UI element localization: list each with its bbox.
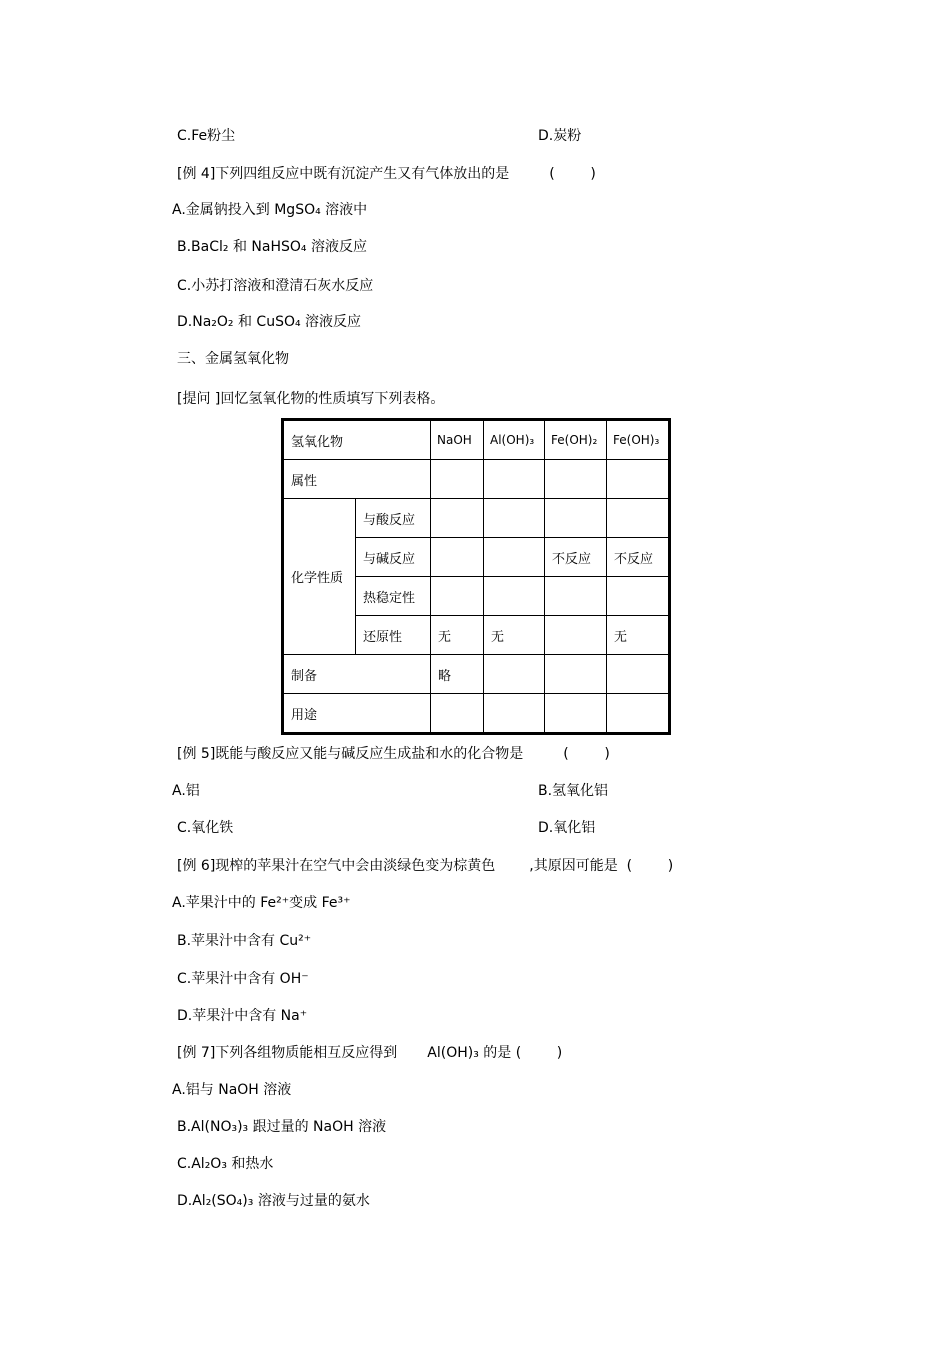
cell-with-base-feoh3: 不反应 [607,538,670,577]
table-row [283,460,670,499]
table-cell [545,694,607,734]
table-cell [431,538,484,577]
header-label-cell: 氢氧化物 [283,420,431,460]
option-5c: C.氧化铁 [177,820,234,836]
example-7-text-end: Al(OH)₃ 的是 ( ) [427,1045,563,1061]
cell-with-base-feoh2: 不反应 [545,538,607,577]
table-row [283,694,670,734]
table-cell [484,538,545,577]
option-6d: D.苹果汁中含有 Na⁺ [177,1008,308,1024]
table-cell [545,460,607,499]
table-cell [607,499,670,538]
row-label-chemical-properties: 化学性质 [283,499,356,655]
table-cell [431,694,484,734]
header-feoh2: Fe(OH)₂ [545,420,607,460]
option-5d: D.氧化铝 [538,820,596,836]
option-6a: A.苹果汁中的 Fe²⁺变成 Fe³⁺ [172,895,351,911]
example-5-paren: ( ) [563,746,610,762]
option-4d: D.Na₂O₂ 和 CuSO₄ 溶液反应 [177,314,362,330]
table-cell [545,616,607,655]
table-cell [484,577,545,616]
table-cell [607,655,670,694]
table-cell [607,577,670,616]
table-cell [484,655,545,694]
table-row [283,420,670,460]
table-cell [431,460,484,499]
example-6-question [177,856,673,876]
cell-reducibility-aloh3: 无 [484,616,545,655]
header-feoh3: Fe(OH)₃ [607,420,670,460]
option-4b: B.BaCl₂ 和 NaHSO₄ 溶液反应 [177,239,367,255]
header-naoh: NaOH [431,420,484,460]
row-label-reducibility: 还原性 [356,616,431,655]
row-label-preparation: 制备 [283,655,431,694]
example-7-question [177,1043,562,1063]
option-3c: C.Fe粉尘 [177,128,236,144]
option-5b: B.氢氧化铝 [538,783,609,799]
row-label-with-acid: 与酸反应 [356,499,431,538]
example-4-question [177,164,596,184]
table-cell [431,577,484,616]
option-7d: D.Al₂(SO₄)₃ 溶液与过量的氨水 [177,1193,370,1209]
table-row [283,655,670,694]
option-6b: B.苹果汁中含有 Cu²⁺ [177,933,312,949]
option-7b: B.Al(NO₃)₃ 跟过量的 NaOH 溶液 [177,1119,387,1135]
example-7-text: [例 7]下列各组物质能相互反应得到 [177,1045,398,1061]
table-cell [545,499,607,538]
table-cell [545,655,607,694]
cell-reducibility-naoh: 无 [431,616,484,655]
option-5a: A.铝 [172,783,200,799]
example-4-text: [例 4]下列四组反应中既有沉淀产生又有气体放出的是 [177,166,510,182]
example-5-text: [例 5]既能与酸反应又能与碱反应生成盐和水的化合物是 [177,746,524,762]
option-7c: C.Al₂O₃ 和热水 [177,1156,274,1172]
option-4c: C.小苏打溶液和澄清石灰水反应 [177,278,374,294]
section-heading: 三、金属氢氧化物 [177,351,289,367]
row-label-property: 属性 [283,460,431,499]
cell-preparation-naoh: 略 [431,655,484,694]
option-7a: A.铝与 NaOH 溶液 [172,1082,292,1098]
table-cell [484,694,545,734]
table-cell [484,499,545,538]
example-6-text-end: ,其原因可能是 ( ) [529,858,674,874]
row-label-usage: 用途 [283,694,431,734]
table-cell [545,577,607,616]
table-cell [607,694,670,734]
table-cell [484,460,545,499]
row-label-thermal-stability: 热稳定性 [356,577,431,616]
example-5-question [177,744,610,764]
example-6-text: [例 6]现榨的苹果汁在空气中会由淡绿色变为棕黄色 [177,858,496,874]
row-label-with-base: 与碱反应 [356,538,431,577]
example-4-paren: ( ) [549,166,596,182]
prompt-line: [提问 ]回忆氢氧化物的性质填写下列表格。 [177,391,445,407]
option-4a: A.金属钠投入到 MgSO₄ 溶液中 [172,202,368,218]
table-row [283,499,670,538]
header-aloh3: Al(OH)₃ [484,420,545,460]
hydroxide-properties-table [281,418,671,735]
table-cell [607,460,670,499]
option-3d: D.炭粉 [538,128,582,144]
option-6c: C.苹果汁中含有 OH⁻ [177,971,309,987]
table-cell [431,499,484,538]
cell-reducibility-feoh3: 无 [607,616,670,655]
